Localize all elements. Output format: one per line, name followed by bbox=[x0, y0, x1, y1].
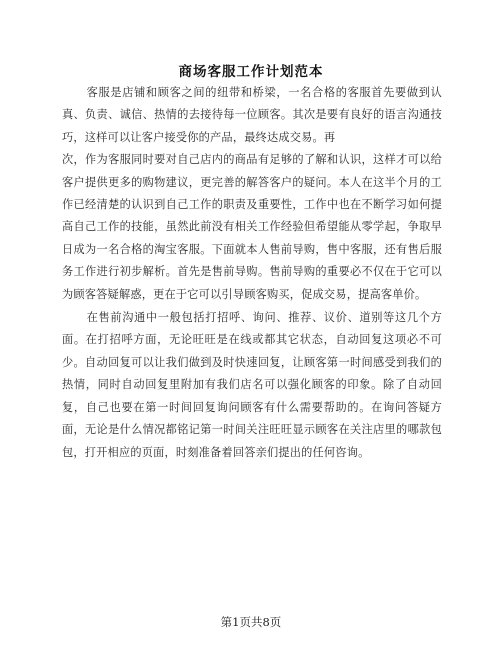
paragraph-3: 在售前沟通中一般包括打招呼、询问、推荐、议价、道别等这几个方面。在打招呼方面，无论旺旺是在线或都其它状态，自动回复这项必不可少。自动回复可以让我们做到及时快速回复，让顾客第一时间感受到我们的热情，同时自动回复里附加有我们店名可以强化顾客的印象。除了自动回复，自己也要在第一时间回复询问顾客有什么需要帮助的。在询问答疑方面，无论是什么情况都铭记第一时间关注旺旺显示顾客在关注店里的哪款包包，打开相应的页面，时刻准备着回答亲们提出的任何咨询。 bbox=[62, 311, 442, 459]
document-title: 商场客服工作计划范本 bbox=[178, 64, 324, 80]
document-body bbox=[62, 82, 442, 464]
paragraph-2: 次，作为客服同时要对自己店内的商品有足够的了解和认识，这样才可以给客户提供更多的购物建议，更完善的解答客户的疑问。本人在这半个月的工作已经清楚的认识到自己工作的职责及重要性，工作中也在不断学习如何提高自己工作的技能，虽然此前没有相关工作经验但希望能从零学起，争取早日成为一名合格的淘宝客服。下面就本人售前导购，售中客服，还有售后服务工作进行初步解析。首先是售前导购。售前导购的重要必不仅在于它可以为顾客答疑解惑，更在于它可以引导顾客购买，促成交易，提高客单价。 bbox=[62, 153, 442, 301]
paragraph-1: 客服是店铺和顾客之间的纽带和桥梁，一名合格的客服首先要做到认真、负责、诚信、热情的去接待每一位顾客。其次是要有良好的语言沟通技巧，这样可以让客户接受你的产品，最终达成交易。再 bbox=[62, 86, 442, 144]
page-number-footer: 第1页共8页 bbox=[220, 615, 282, 629]
